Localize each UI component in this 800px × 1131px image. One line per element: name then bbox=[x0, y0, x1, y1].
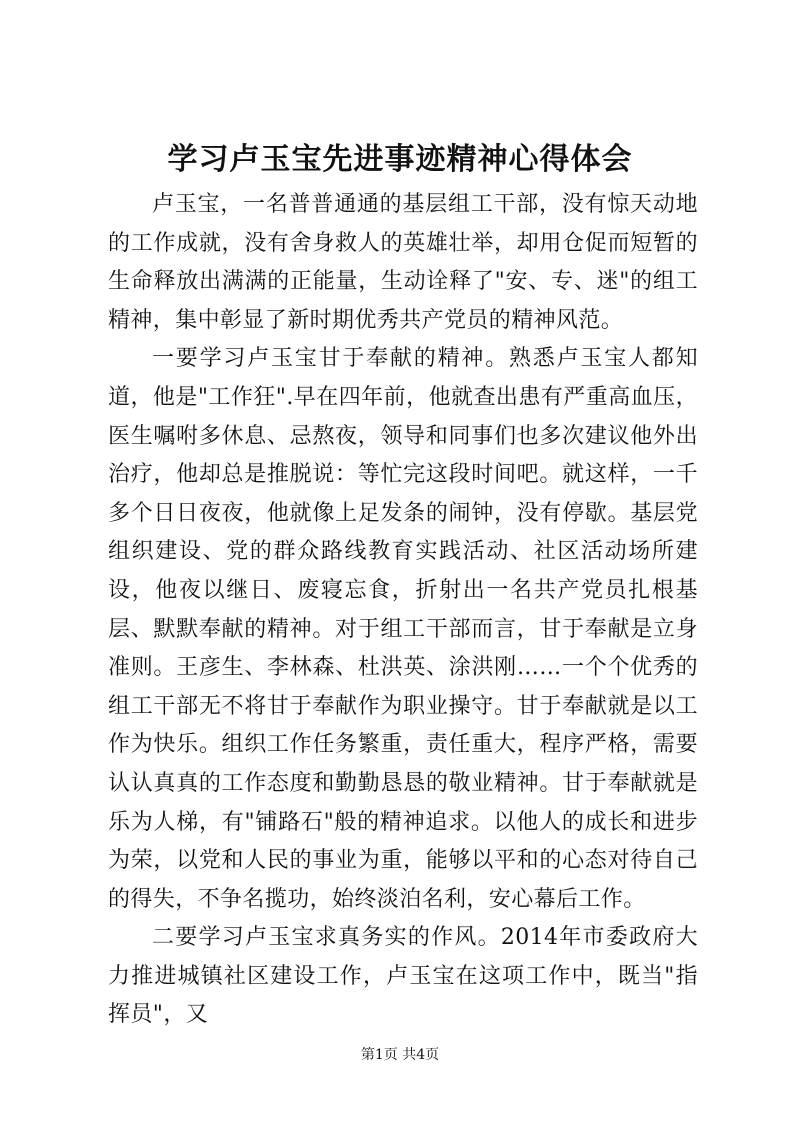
paragraph-intro: 卢玉宝，一名普普通通的基层组工干部，没有惊天动地的工作成就，没有舍身救人的英雄壮举，却用仓促而短暂的生命释放出满满的正能量，生动诠释了"安、专、迷"的组工精神，集中彰显了新时期优秀共产党员的精神风范。 bbox=[108, 192, 698, 333]
paragraph-dedication: 一要学习卢玉宝甘于奉献的精神。熟悉卢玉宝人都知道，他是"工作狂".早在四年前，他就查出患有严重高血压，医生嘱咐多休息、忌熬夜，领导和同事们也多次建议他外出治疗，他却总是推脱说：等忙完这段时间吧。就这样，一千多个日日夜夜，他就像上足发条的闹钟，没有停歇。基层党组织建设、党的群众路线教育实践活动、社区活动场所建设，他夜以继日、废寝忘食，折射出一名共产党员扎根基层、默默奉献的精神。对于组工干部而言，甘于奉献是立身准则。王彦生、李林森、杜洪英、涂洪刚……一个个优秀的组工干部无不将甘于奉献作为职业操守。甘于奉献就是以工作为快乐。组织工作任务繁重，责任重大，程序严格，需要认认真真的工作态度和勤勤恳恳的敬业精神。甘于奉献就是乐为人梯，有"铺路石"般的精神追求。以他人的成长和进步为荣，以党和人民的事业为重，能够以平和的心态对待自己的得失，不争名揽功，始终淡泊名利，安心幕后工作。 bbox=[108, 346, 698, 912]
paragraph-pragmatism: 二要学习卢玉宝求真务实的作风。2014年市委政府大力推进城镇社区建设工作，卢玉宝在这项工作中，既当"指挥员"，又 bbox=[108, 925, 698, 1028]
document-title: 学习卢玉宝先进事迹精神心得体会 bbox=[167, 142, 633, 177]
document-body bbox=[108, 186, 698, 1035]
page-number-footer: 第1页 共4页 bbox=[360, 1047, 440, 1063]
